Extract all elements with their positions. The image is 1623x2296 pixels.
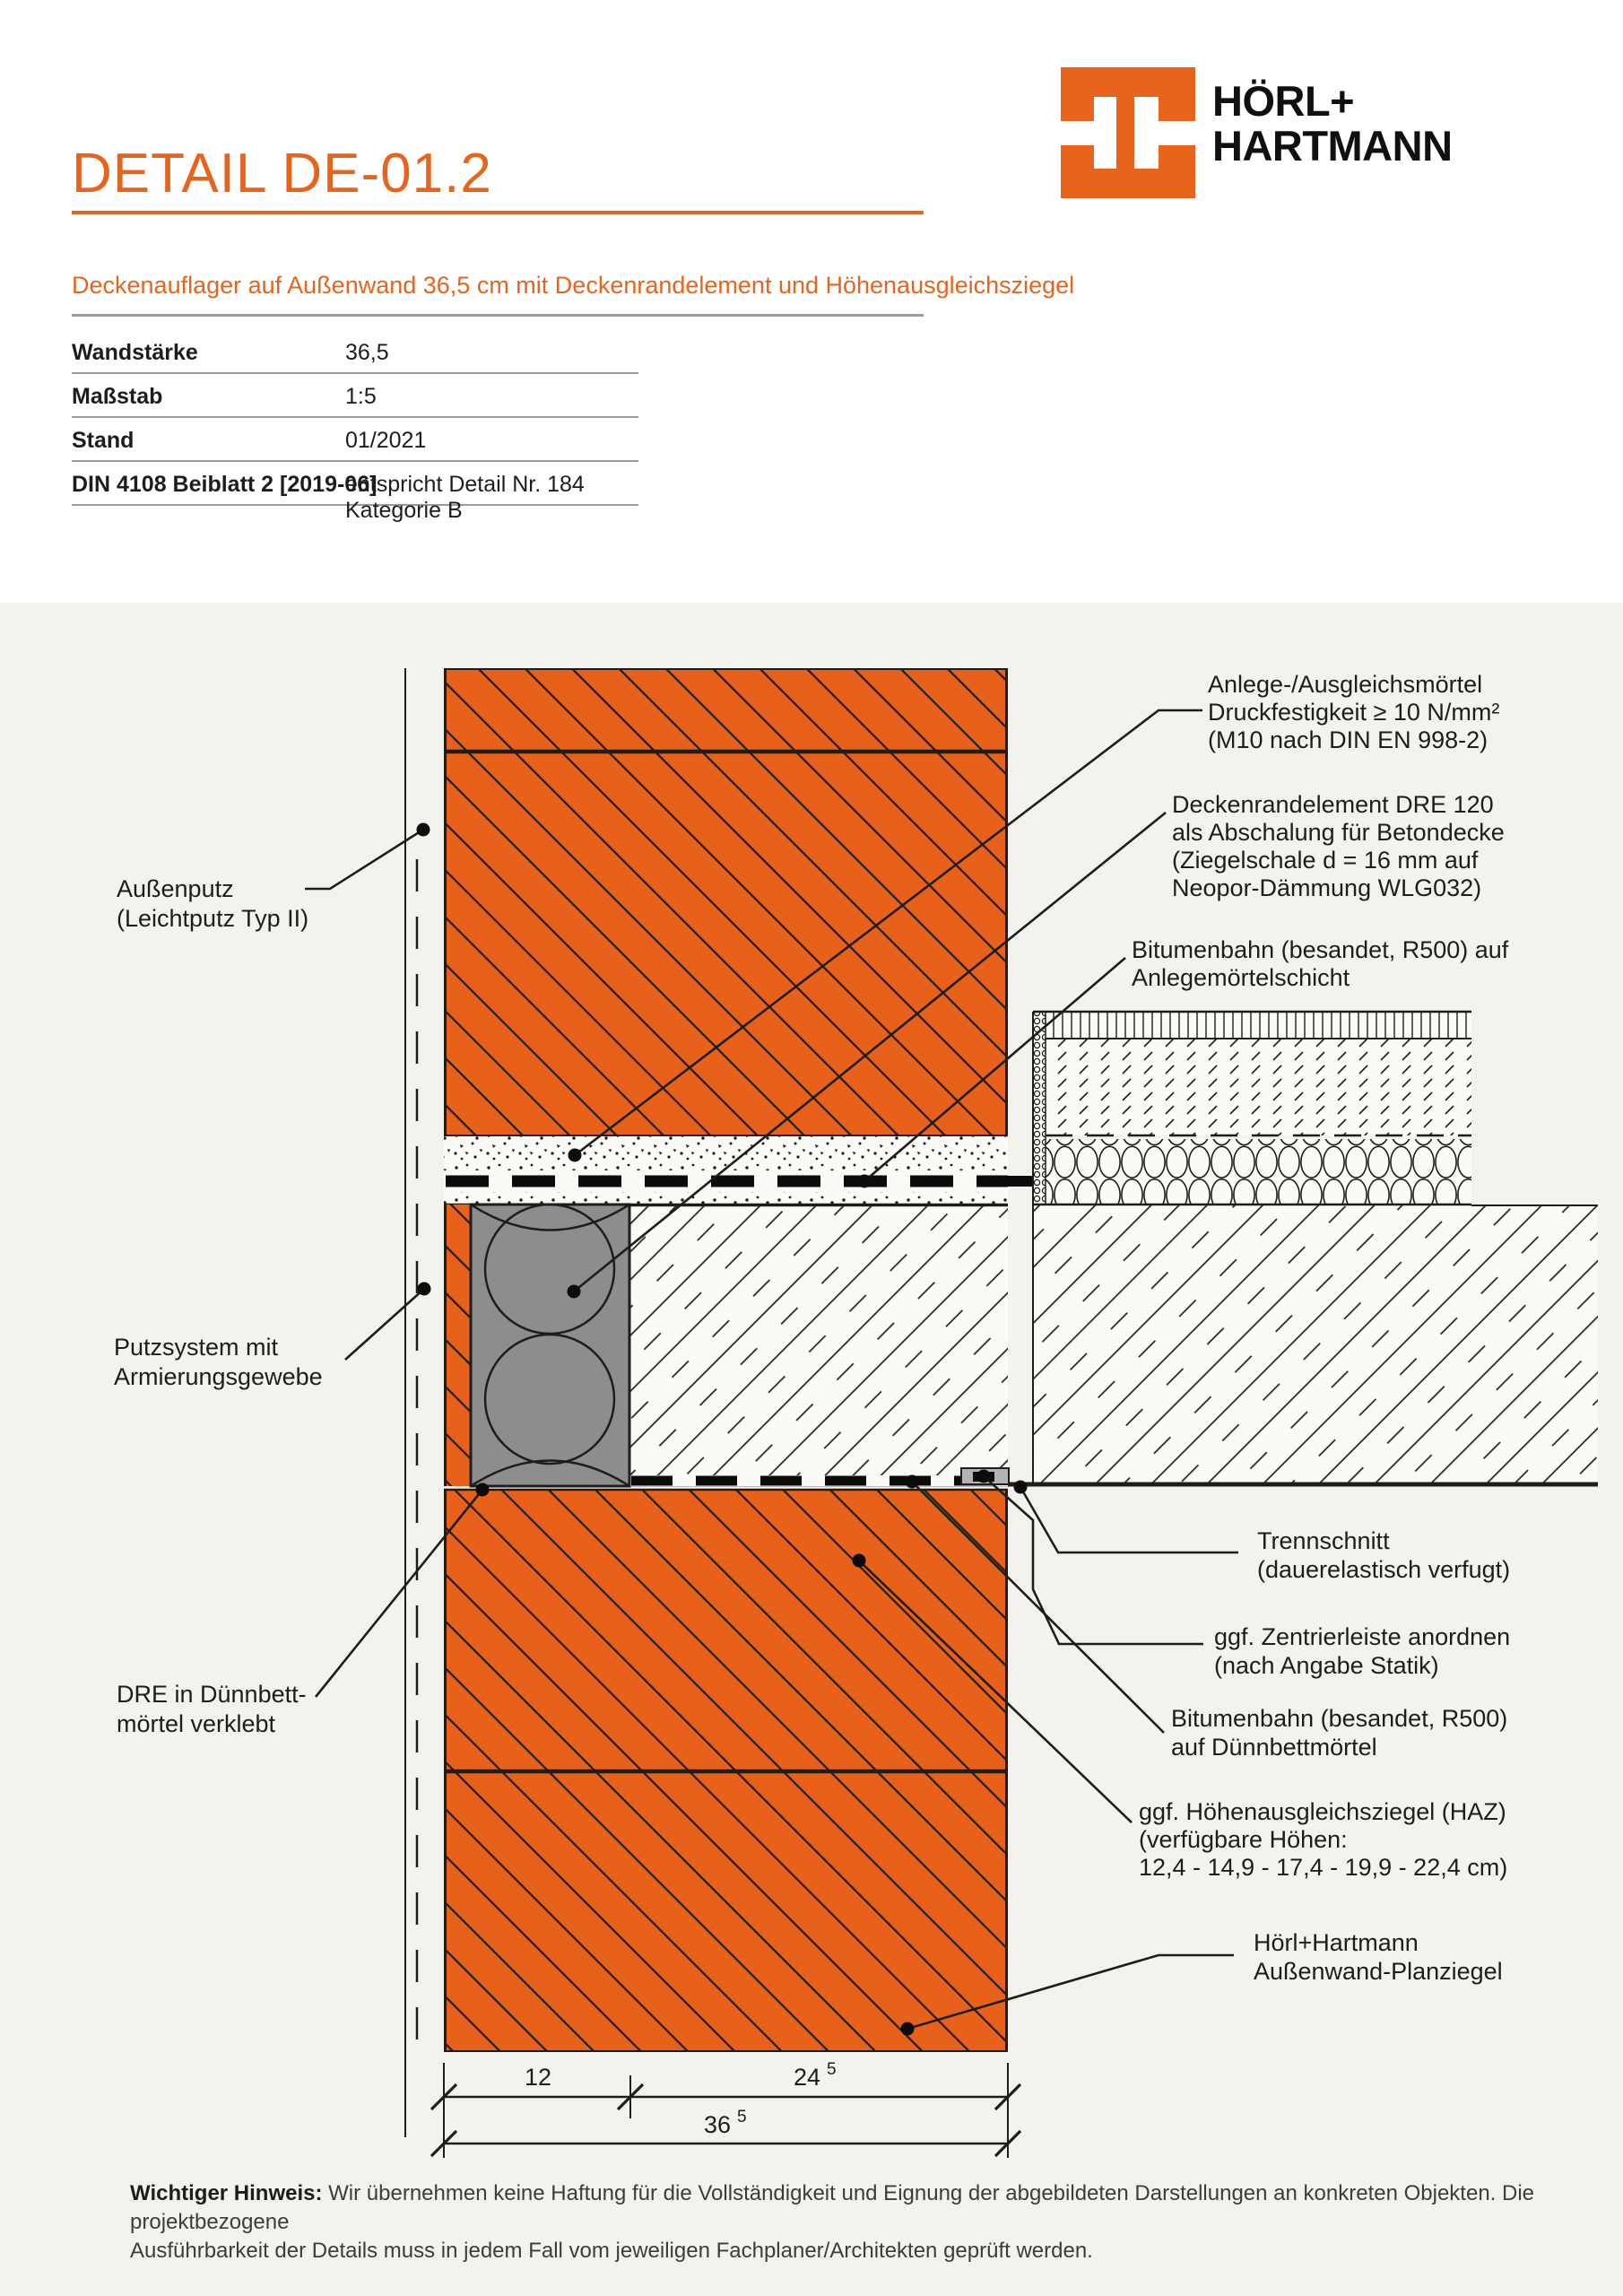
leader-zentrierleiste bbox=[984, 1476, 1203, 1644]
leader-trennschnitt bbox=[1020, 1487, 1238, 1552]
bitumen-membrane-lower bbox=[629, 1475, 1008, 1486]
floor-buildup-layers bbox=[1033, 1012, 1471, 1205]
dim-12: 12 bbox=[524, 2064, 552, 2091]
label-bitumen-duennbett-2: auf Dünnbettmörtel bbox=[1171, 1734, 1377, 1761]
label-deckenrandelement-4: Neopor-Dämmung WLG032) bbox=[1172, 874, 1482, 901]
row-label: Wandstärke bbox=[72, 340, 198, 365]
dim-24: 24 bbox=[793, 2064, 821, 2091]
detail-subtitle: Deckenauflager auf Außenwand 36,5 cm mit Deckenrandelement und Höhenausgleichsziegel bbox=[72, 272, 1075, 299]
dimension-labels bbox=[525, 2060, 837, 2138]
dre-edge-element bbox=[444, 1205, 629, 1486]
dim-24-sup: 5 bbox=[827, 2060, 837, 2079]
row-label: Stand bbox=[72, 428, 135, 453]
row-label: DIN 4108 Beiblatt 2 [2019-06] bbox=[72, 472, 378, 497]
label-deckenrandelement-2: als Abschalung für Betondecke bbox=[1172, 819, 1505, 846]
label-trennschnitt: Trennschnitt bbox=[1257, 1527, 1390, 1554]
dim-36-sup: 5 bbox=[737, 2108, 747, 2126]
row-value: 36,5 bbox=[345, 340, 389, 365]
label-bitumen-duennbett: Bitumenbahn (besandet, R500) bbox=[1171, 1705, 1508, 1732]
label-putzsystem: Putzsystem mit bbox=[114, 1334, 279, 1361]
concrete-slab bbox=[629, 1205, 1598, 1486]
label-aussenputz-2: (Leichtputz Typ II) bbox=[117, 905, 309, 932]
label-haz-2: (verfügbare Höhen: bbox=[1139, 1826, 1348, 1853]
label-deckenrandelement-3: (Ziegelschale d = 16 mm auf bbox=[1172, 847, 1479, 874]
label-anlegemoertel-2: Druckfestigkeit ≥ 10 N/mm² bbox=[1208, 699, 1500, 726]
label-anlegemoertel-3: (M10 nach DIN EN 998-2) bbox=[1208, 726, 1488, 753]
label-zentrierleiste: ggf. Zentrierleiste anordnen bbox=[1214, 1623, 1511, 1650]
impact-sound-insulation bbox=[1046, 1139, 1471, 1205]
levelling-mortar-band bbox=[444, 1135, 1033, 1205]
lower-wall bbox=[444, 1489, 1008, 2052]
label-haz-3: 12,4 - 14,9 - 17,4 - 19,9 - 22,4 cm) bbox=[1139, 1854, 1508, 1881]
label-deckenrandelement: Deckenrandelement DRE 120 bbox=[1172, 791, 1494, 818]
label-planziegel: Hörl+Hartmann bbox=[1254, 1929, 1419, 1956]
label-dre-2: mörtel verklebt bbox=[117, 1710, 276, 1737]
edge-insulation-strip bbox=[1033, 1012, 1046, 1205]
label-zentrierleiste-2: (nach Angabe Statik) bbox=[1214, 1652, 1439, 1679]
label-dre: DRE in Dünnbett- bbox=[117, 1681, 307, 1708]
row-label: Maßstab bbox=[72, 384, 163, 409]
footer-line2: Ausführbarkeit der Details muss in jedem Fall vom jeweiligen Fachplaner/Architekten geprüft werden. bbox=[130, 2239, 1093, 2263]
insulation-layer bbox=[1046, 1039, 1471, 1135]
label-trennschnitt-2: (dauerelastisch verfugt) bbox=[1257, 1556, 1511, 1583]
label-bitumen-anlege-2: Anlegemörtelschicht bbox=[1132, 964, 1350, 991]
label-planziegel-2: Außenwand-Planziegel bbox=[1254, 1958, 1503, 1985]
page-title: DETAIL DE-01.2 bbox=[72, 143, 492, 204]
dimension-chain bbox=[431, 2063, 1020, 2158]
footer-note bbox=[130, 2179, 1583, 2266]
labels-left bbox=[114, 875, 323, 1737]
exterior-plaster-lines bbox=[405, 668, 417, 2137]
dim-36: 36 bbox=[703, 2111, 732, 2138]
upper-wall bbox=[444, 668, 1008, 1135]
label-putzsystem-2: Armierungsgewebe bbox=[114, 1363, 323, 1390]
neopor-insulation-block bbox=[471, 1205, 629, 1486]
label-aussenputz: Außenputz bbox=[117, 875, 234, 902]
footer-line1 bbox=[130, 2179, 1583, 2237]
row-value: 01/2021 bbox=[345, 428, 427, 453]
row-value: 1:5 bbox=[345, 384, 377, 409]
label-haz: ggf. Höhenausgleichsziegel (HAZ) bbox=[1139, 1798, 1506, 1825]
footer-bold-label: Wichtiger Hinweis: bbox=[130, 2181, 323, 2205]
logo-text-line2: HARTMANN bbox=[1212, 122, 1453, 170]
screed-layer bbox=[1046, 1012, 1471, 1039]
label-bitumen-anlege: Bitumenbahn (besandet, R500) auf bbox=[1132, 936, 1509, 963]
logo-text-line1: HÖRL+ bbox=[1212, 77, 1355, 125]
leader-putzsystem bbox=[345, 1289, 424, 1360]
row-value: entspricht Detail Nr. 184 Kategorie B bbox=[345, 472, 585, 523]
label-anlegemoertel: Anlege-/Ausgleichsmörtel bbox=[1208, 671, 1483, 698]
footer-line1-text: Wir übernehmen keine Haftung für die Vollständigkeit und Eignung der abgebildeten Darstellungen an konkreten Objekten. Die projektbezogene bbox=[130, 2181, 1535, 2234]
